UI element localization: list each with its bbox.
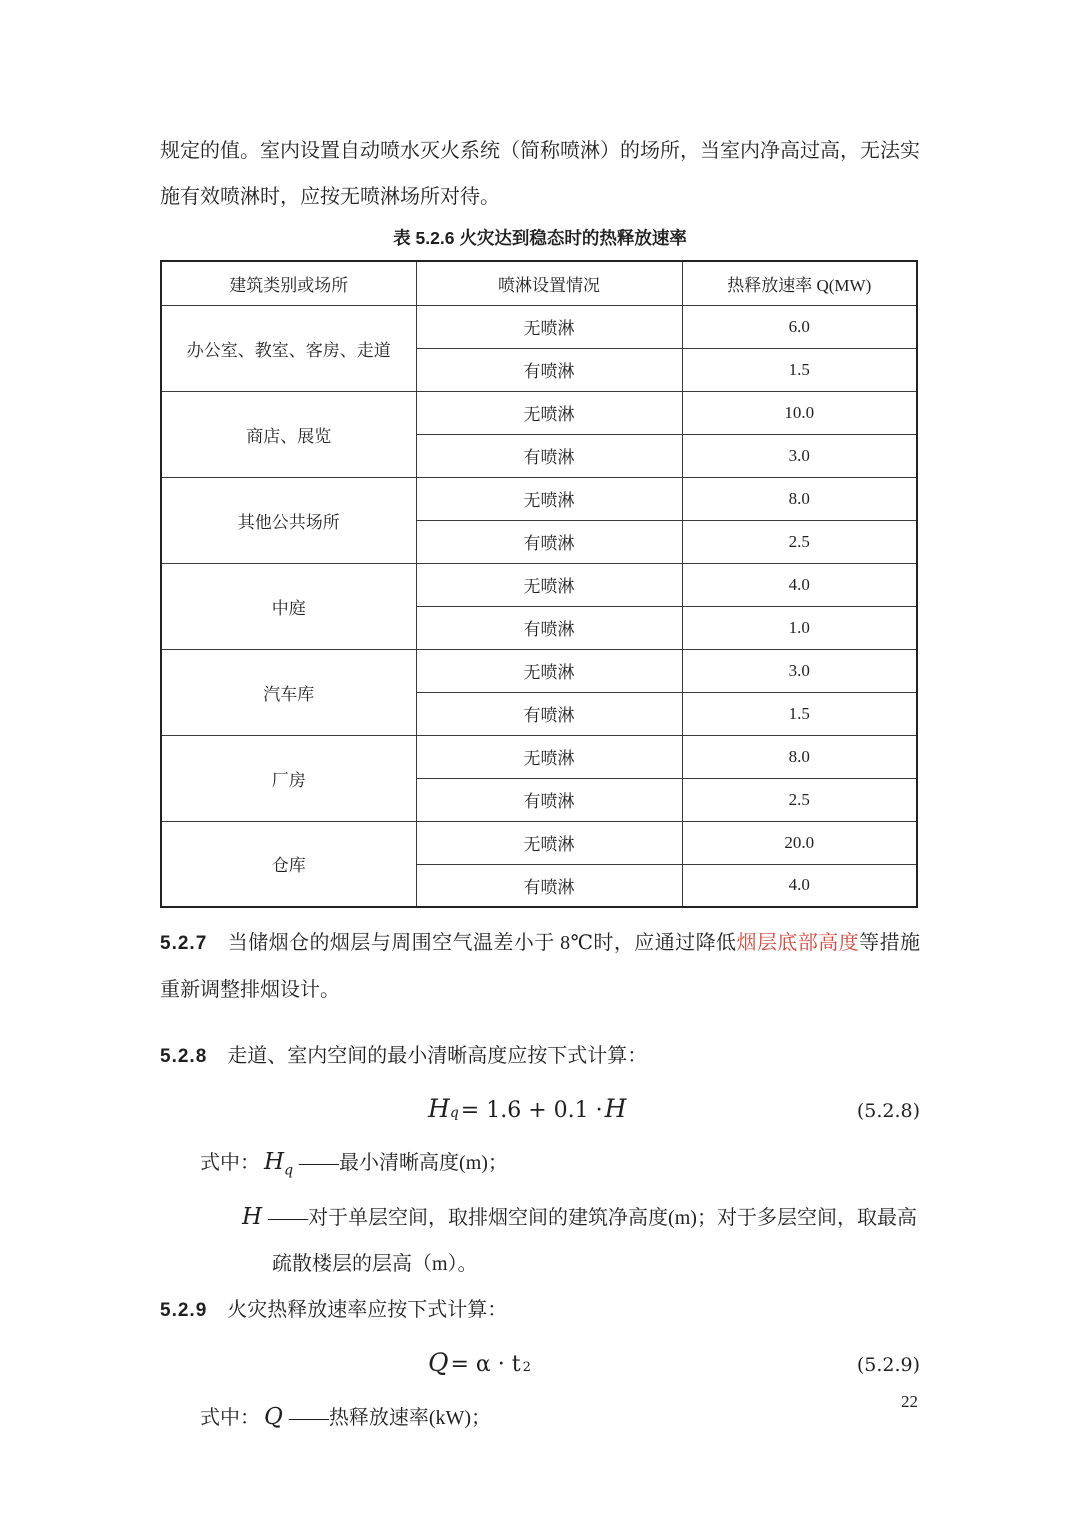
definition-text: ——热释放速率(kW)； [288, 1406, 492, 1429]
sprinkler-cell: 有喷淋 [416, 778, 682, 821]
sprinkler-cell: 无喷淋 [416, 391, 682, 434]
table-title: 表 5.2.6 火灾达到稳态时的热释放速率 [393, 228, 687, 248]
highlighted-text: 烟层底部高度 [736, 932, 860, 954]
section-5-2-7 [160, 920, 920, 1013]
formula-variable: H [604, 1094, 627, 1123]
page-content [160, 0, 920, 1441]
section-text: 当储烟仓的烟层与周围空气温差小于 8℃时，应通过降低 [227, 932, 737, 954]
where-label: 式中： [200, 1406, 260, 1429]
qvalue-cell: 1.5 [682, 348, 917, 391]
formula-subscript: q [449, 1105, 459, 1121]
sprinkler-cell: 有喷淋 [416, 348, 682, 391]
table-row [161, 735, 917, 778]
formula-variable: H [428, 1094, 450, 1123]
sprinkler-cell: 有喷淋 [416, 434, 682, 477]
category-cell: 商店、展览 [161, 391, 416, 477]
table-row [161, 821, 917, 864]
qvalue-cell: 1.5 [682, 692, 917, 735]
where-label: 式中： [200, 1152, 260, 1174]
formula-variable: Q [428, 1347, 449, 1377]
header-building-category: 建筑类别或场所 [161, 261, 416, 305]
definition-variable [260, 1404, 289, 1430]
category-cell: 厂房 [161, 735, 416, 821]
formula-number: (5.2.8) [856, 1100, 920, 1122]
qvalue-cell: 2.5 [682, 778, 917, 821]
table-row [161, 477, 917, 520]
page-number: 22 [901, 1392, 918, 1411]
section-5-2-8 [160, 1033, 920, 1080]
category-cell: 仓库 [161, 821, 416, 907]
heat-release-rate-table [160, 260, 918, 908]
formula-5-2-8 [160, 1089, 920, 1133]
sprinkler-cell: 无喷淋 [416, 477, 682, 520]
table-row [161, 391, 917, 434]
category-cell: 汽车库 [161, 649, 416, 735]
sprinkler-cell: 有喷淋 [416, 692, 682, 735]
sprinkler-cell: 有喷淋 [416, 520, 682, 563]
sprinkler-cell: 有喷淋 [416, 606, 682, 649]
variable-symbol: H [242, 1203, 263, 1230]
formula-expression: = 1.6 + 0.1 · [460, 1098, 603, 1123]
definition-h-line1 [160, 1194, 920, 1241]
sprinkler-cell: 无喷淋 [416, 305, 682, 348]
qvalue-cell: 2.5 [682, 520, 917, 563]
sprinkler-cell: 有喷淋 [416, 864, 682, 907]
qvalue-cell: 20.0 [682, 821, 917, 864]
section-number: 5.2.8 [160, 1046, 208, 1067]
variable-symbol: Q [264, 1403, 283, 1430]
table-header-row [161, 261, 917, 305]
definition-q [160, 1394, 920, 1441]
sprinkler-cell: 无喷淋 [416, 563, 682, 606]
qvalue-cell: 8.0 [682, 735, 917, 778]
qvalue-cell: 3.0 [682, 434, 917, 477]
sprinkler-cell: 无喷淋 [416, 821, 682, 864]
qvalue-cell: 1.0 [682, 606, 917, 649]
intro-paragraph: 规定的值。室内设置自动喷水灭火系统（简称喷淋）的场所，当室内净高过高，无法实施有效喷淋时，应按无喷淋场所对待。 [160, 140, 920, 208]
qvalue-cell: 3.0 [682, 649, 917, 692]
variable-symbol: H [264, 1149, 285, 1175]
table-row [161, 563, 917, 606]
section-number: 5.2.9 [160, 1299, 208, 1321]
category-cell: 其他公共场所 [161, 477, 416, 563]
formula-expression: = α · t [450, 1351, 521, 1377]
formula-number: (5.2.9) [856, 1353, 920, 1376]
sprinkler-cell: 无喷淋 [416, 649, 682, 692]
qvalue-cell: 6.0 [682, 305, 917, 348]
qvalue-cell: 4.0 [682, 864, 917, 907]
definition-variable [238, 1204, 268, 1230]
definition-h-line2 [160, 1241, 920, 1287]
formula-5-2-9 [160, 1343, 920, 1388]
definition-variable [260, 1149, 299, 1179]
category-cell: 中庭 [161, 563, 416, 649]
definition-text: ——对于单层空间，取排烟空间的建筑净高度(m)；对于多层空间，取最高 [268, 1206, 917, 1229]
table-row [161, 305, 917, 348]
qvalue-cell: 10.0 [682, 391, 917, 434]
section-5-2-9 [160, 1287, 920, 1334]
qvalue-cell: 4.0 [682, 563, 917, 606]
section-text: 走道、室内空间的最小清晰高度应按下式计算： [227, 1045, 648, 1067]
header-sprinkler-condition: 喷淋设置情况 [416, 261, 682, 305]
definition-text: ——最小清晰高度(m)； [299, 1152, 508, 1174]
variable-subscript: q [284, 1162, 294, 1179]
formula-superscript: 2 [522, 1359, 531, 1375]
section-number: 5.2.7 [160, 933, 208, 954]
sprinkler-cell: 无喷淋 [416, 735, 682, 778]
header-heat-release-rate: 热释放速率 Q(MW) [682, 261, 917, 305]
table-row [161, 649, 917, 692]
definition-hq [160, 1139, 920, 1194]
definition-text: 疏散楼层的层高（m）。 [272, 1252, 478, 1275]
qvalue-cell: 8.0 [682, 477, 917, 520]
section-text: 火灾热释放速率应按下式计算： [227, 1298, 508, 1321]
category-cell: 办公室、教室、客房、走道 [161, 305, 416, 391]
section-text: 等措施重新调整排烟设计。 [160, 932, 921, 1001]
